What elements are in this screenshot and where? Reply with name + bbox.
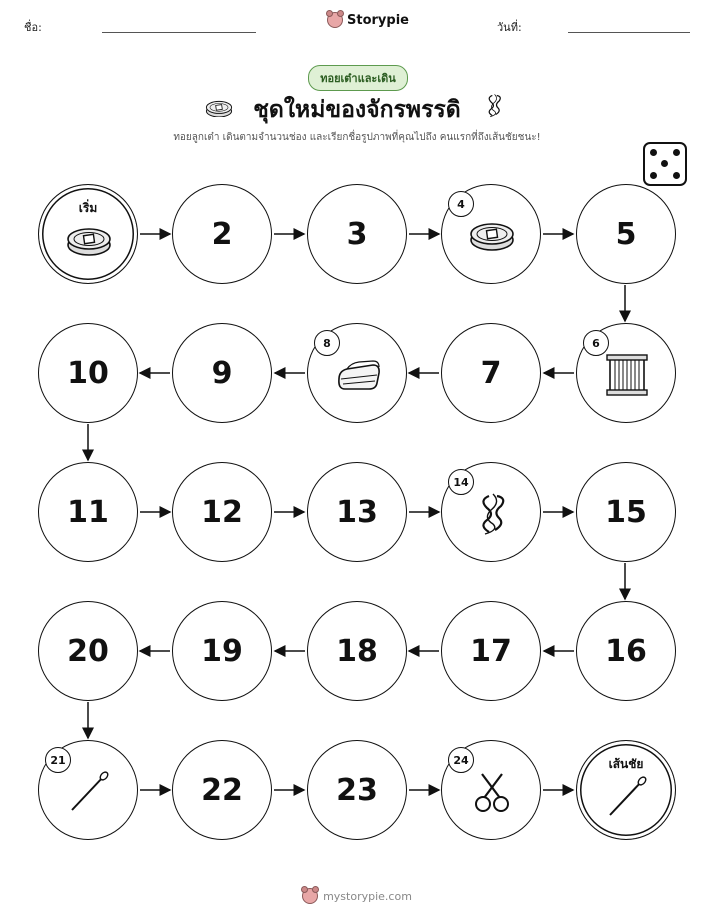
- space-11: 11: [38, 462, 138, 562]
- space-20: 20: [38, 601, 138, 701]
- space-6-loom: [576, 323, 676, 423]
- scissors-icon: [467, 766, 517, 816]
- space-7: 7: [441, 323, 541, 423]
- footer-site[interactable]: mystorypie.com: [323, 889, 412, 903]
- date-label: วันที่:: [497, 21, 522, 34]
- space-3: 3: [307, 184, 407, 284]
- bear-icon: [302, 888, 318, 904]
- coin-icon: [467, 210, 517, 260]
- space-14-thread: [441, 462, 541, 562]
- folded-cloth-icon: [333, 349, 383, 399]
- space-badge: 8: [314, 330, 340, 356]
- name-label: ชื่อ:: [24, 21, 42, 34]
- space-12: 12: [172, 462, 272, 562]
- coin-icon: [64, 215, 114, 265]
- space-4-coin: [441, 184, 541, 284]
- space-badge: 4: [448, 191, 474, 217]
- page-title: ชุดใหม่ของจักรพรรดิ: [253, 97, 461, 123]
- space-23: 23: [307, 740, 407, 840]
- space-15: 15: [576, 462, 676, 562]
- space-9: 9: [172, 323, 272, 423]
- game-tag: ทอยเต๋าและเดิน: [308, 65, 408, 91]
- needle-icon: [602, 771, 652, 821]
- twisted-thread-icon: [467, 488, 517, 538]
- space-2: 2: [172, 184, 272, 284]
- space-badge: 6: [583, 330, 609, 356]
- space-10: 10: [38, 323, 138, 423]
- space-17: 17: [441, 601, 541, 701]
- space-8-cloth: [307, 323, 407, 423]
- start-space: [38, 184, 138, 284]
- space-24-scissors: [441, 740, 541, 840]
- space-badge: 21: [45, 747, 71, 773]
- footer: [0, 888, 714, 904]
- space-16: 16: [576, 601, 676, 701]
- instructions: ทอยลูกเต๋า เดินตามจำนวนช่อง และเรียกชื่อรูปภาพที่คุณไปถึง คนแรกที่ถึงเส้นชัยชนะ!: [173, 132, 541, 143]
- space-21-needle: [38, 740, 138, 840]
- space-badge: 24: [448, 747, 474, 773]
- brand-name: Storypie: [347, 12, 409, 28]
- loom-icon: [602, 349, 652, 399]
- space-13: 13: [307, 462, 407, 562]
- space-18: 18: [307, 601, 407, 701]
- space-5: 5: [576, 184, 676, 284]
- finish-space: [576, 740, 676, 840]
- space-19: 19: [172, 601, 272, 701]
- finish-label: เส้นชัย: [608, 757, 644, 771]
- space-badge: 14: [448, 469, 474, 495]
- space-22: 22: [172, 740, 272, 840]
- start-label: เริ่ม: [78, 201, 98, 215]
- needle-icon: [64, 766, 114, 816]
